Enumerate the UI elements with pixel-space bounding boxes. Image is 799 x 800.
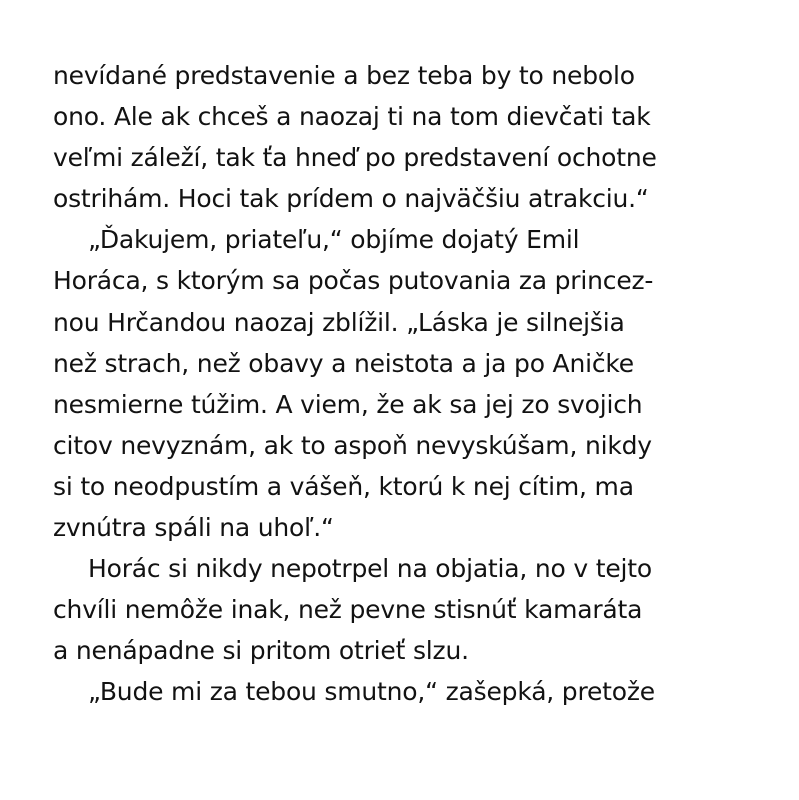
text-line: a nenápadne si pritom otrieť slzu. <box>53 636 469 666</box>
text-line: nou Hrčandou naozaj zblížil. „Láska je silnejšia <box>53 307 625 337</box>
text-line: veľmi záleží, tak ťa hneď po predstavení ochotne <box>53 143 657 173</box>
text-line: ostrihám. Hoci tak prídem o najväčšiu atrakciu.“ <box>53 184 649 214</box>
text-line: citov nevyznám, ak to aspoň nevyskúšam, nikdy <box>53 430 652 460</box>
text-line: nevídané predstavenie a bez teba by to nebolo <box>53 61 635 90</box>
paragraph-start-line: Horác si nikdy nepotrpel na objatia, no v tejto <box>88 554 652 584</box>
text-line: Horáca, s ktorým sa počas putovania za princez- <box>53 266 654 296</box>
text-line: chvíli nemôže inak, než pevne stisnúť kamaráta <box>53 595 643 625</box>
text-line: ono. Ale ak chceš a naozaj ti na tom dievčati tak <box>53 102 651 132</box>
paragraph-start-line: „Bude mi za tebou smutno,“ zašepká, pretože <box>88 677 655 707</box>
text-line: si to neodpustím a vášeň, ktorú k nej cítim, ma <box>53 471 634 501</box>
body-text <box>53 55 773 713</box>
text-line: než strach, než obavy a neistota a ja po Aničke <box>53 348 634 378</box>
text-line: zvnútra spáli na uhoľ.“ <box>53 513 334 543</box>
text-line: nesmierne túžim. A viem, že ak sa jej zo svojich <box>53 389 643 419</box>
paragraph-start-line: „Ďakujem, priateľu,“ objíme dojatý Emil <box>88 225 580 255</box>
